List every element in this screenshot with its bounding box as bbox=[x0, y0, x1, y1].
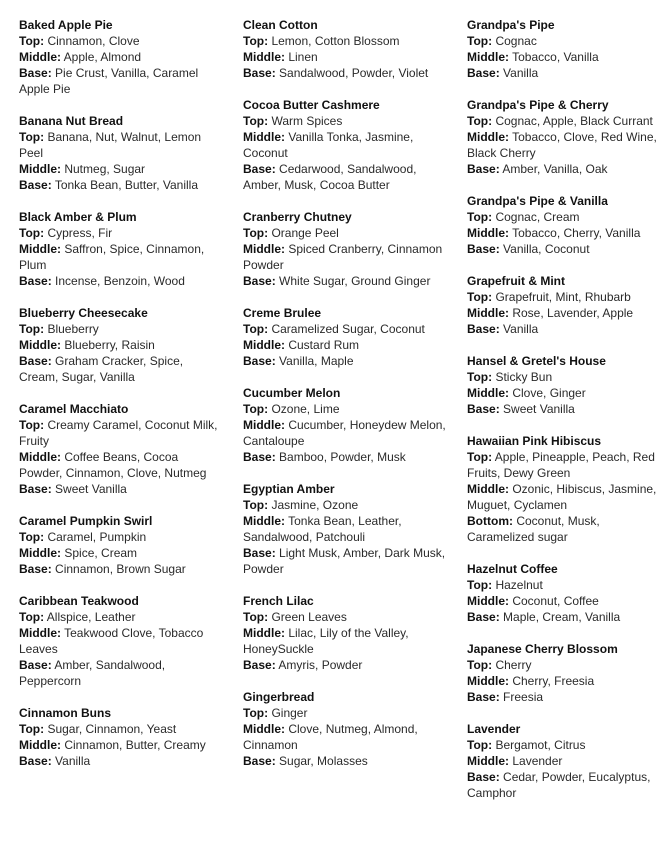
scent-name: Grandpa's Pipe & Cherry bbox=[467, 98, 609, 112]
note-value: Cherry bbox=[495, 658, 532, 672]
note-value: Lilac, Lily of the Valley, HoneySuckle bbox=[243, 626, 409, 656]
note-label: Top: bbox=[19, 418, 45, 432]
scent-column-3 bbox=[467, 17, 657, 817]
scent-note-line bbox=[243, 49, 448, 65]
note-value: Allspice, Leather bbox=[46, 610, 136, 624]
scent-note-line bbox=[243, 225, 448, 241]
scent-note-line bbox=[243, 625, 448, 657]
note-value: Cognac bbox=[495, 34, 537, 48]
scent-entry bbox=[467, 97, 657, 177]
scent-name: Hansel & Gretel's House bbox=[467, 354, 606, 368]
note-value: Bamboo, Powder, Musk bbox=[279, 450, 406, 464]
scent-note-line bbox=[467, 65, 657, 81]
note-value: Pie Crust, Vanilla, Caramel Apple Pie bbox=[19, 66, 199, 96]
note-value: Tonka Bean, Leather, Sandalwood, Patchouli bbox=[243, 514, 402, 544]
note-value: Cedarwood, Sandalwood, Amber, Musk, Cocoa Butter bbox=[243, 162, 417, 192]
scent-note-line bbox=[19, 529, 224, 545]
scent-note-line bbox=[19, 241, 224, 273]
scent-name: Black Amber & Plum bbox=[19, 210, 137, 224]
scent-entry bbox=[467, 193, 657, 257]
scent-entry bbox=[243, 209, 448, 289]
scent-note-line bbox=[243, 321, 448, 337]
scent-name: Grandpa's Pipe & Vanilla bbox=[467, 194, 608, 208]
note-value: Vanilla Tonka, Jasmine, Coconut bbox=[243, 130, 414, 160]
note-value: Vanilla bbox=[503, 322, 539, 336]
note-value: Sticky Bun bbox=[495, 370, 553, 384]
note-value: Graham Cracker, Spice, Cream, Sugar, Vanilla bbox=[19, 354, 184, 384]
note-value: Sweet Vanilla bbox=[55, 482, 127, 496]
note-value: Sugar, Cinnamon, Yeast bbox=[47, 722, 177, 736]
scent-name: Cucumber Melon bbox=[243, 386, 341, 400]
scent-note-line bbox=[19, 449, 224, 481]
note-label: Base: bbox=[19, 354, 52, 368]
note-value: Incense, Benzoin, Wood bbox=[55, 274, 185, 288]
note-value: Sandalwood, Powder, Violet bbox=[279, 66, 429, 80]
note-label: Top: bbox=[243, 226, 269, 240]
scent-name: Egyptian Amber bbox=[243, 482, 335, 496]
scent-note-line bbox=[243, 241, 448, 273]
scent-name: Caribbean Teakwood bbox=[19, 594, 139, 608]
note-label: Base: bbox=[19, 274, 52, 288]
scent-note-line bbox=[243, 401, 448, 417]
scent-entry bbox=[243, 385, 448, 465]
note-label: Middle: bbox=[467, 594, 509, 608]
scent-note-line bbox=[243, 129, 448, 161]
note-label: Middle: bbox=[243, 418, 285, 432]
note-value: Lemon, Cotton Blossom bbox=[271, 34, 400, 48]
scent-entry bbox=[19, 113, 224, 193]
note-label: Middle: bbox=[19, 738, 61, 752]
scent-note-line bbox=[19, 161, 224, 177]
note-label: Top: bbox=[243, 322, 269, 336]
scent-note-line bbox=[467, 753, 657, 769]
scent-name: Hawaiian Pink Hibiscus bbox=[467, 434, 602, 448]
note-value: Cinnamon, Clove bbox=[47, 34, 140, 48]
scent-column-1 bbox=[19, 17, 224, 785]
scent-note-line bbox=[19, 737, 224, 753]
note-value: Bergamot, Citrus bbox=[495, 738, 586, 752]
scent-note-line bbox=[243, 753, 448, 769]
note-label: Base: bbox=[467, 66, 500, 80]
scent-note-line bbox=[19, 657, 224, 689]
note-label: Top: bbox=[467, 738, 493, 752]
note-value: Blueberry bbox=[47, 322, 99, 336]
note-label: Top: bbox=[19, 226, 45, 240]
scent-note-line bbox=[19, 561, 224, 577]
note-value: Orange Peel bbox=[271, 226, 339, 240]
scent-entry bbox=[467, 721, 657, 801]
note-value: Clove, Nutmeg, Almond, Cinnamon bbox=[243, 722, 418, 752]
scent-entry bbox=[19, 593, 224, 689]
note-value: Light Musk, Amber, Dark Musk, Powder bbox=[243, 546, 446, 576]
scent-note-line bbox=[19, 65, 224, 97]
scent-note-line bbox=[467, 161, 657, 177]
note-value: Tobacco, Cherry, Vanilla bbox=[512, 226, 641, 240]
note-label: Top: bbox=[243, 498, 269, 512]
note-label: Base: bbox=[467, 690, 500, 704]
scent-entry bbox=[243, 481, 448, 577]
note-value: Freesia bbox=[503, 690, 544, 704]
scent-name: Grandpa's Pipe bbox=[467, 18, 555, 32]
scent-note-line bbox=[467, 385, 657, 401]
scent-note-line bbox=[467, 657, 657, 673]
note-label: Base: bbox=[19, 178, 52, 192]
scent-entry bbox=[19, 305, 224, 385]
note-value: Apple, Pineapple, Peach, Red Fruits, Dewy Green bbox=[467, 450, 655, 480]
note-label: Middle: bbox=[243, 626, 285, 640]
note-label: Middle: bbox=[19, 626, 61, 640]
scent-note-line bbox=[19, 545, 224, 561]
note-value: Creamy Caramel, Coconut Milk, Fruity bbox=[19, 418, 218, 448]
note-value: Banana, Nut, Walnut, Lemon Peel bbox=[19, 130, 202, 160]
scent-note-line bbox=[19, 337, 224, 353]
note-value: Coconut, Musk, Caramelized sugar bbox=[467, 514, 600, 544]
scent-note-line bbox=[467, 481, 657, 513]
note-value: Spice, Cream bbox=[64, 546, 138, 560]
scent-note-line bbox=[467, 673, 657, 689]
note-label: Top: bbox=[467, 450, 493, 464]
scent-entry bbox=[243, 97, 448, 193]
scent-note-line bbox=[467, 593, 657, 609]
note-value: Grapefruit, Mint, Rhubarb bbox=[495, 290, 631, 304]
scent-name: Baked Apple Pie bbox=[19, 18, 113, 32]
scent-note-line bbox=[19, 625, 224, 657]
scent-name: Banana Nut Bread bbox=[19, 114, 124, 128]
scent-name: French Lilac bbox=[243, 594, 314, 608]
note-label: Top: bbox=[19, 34, 45, 48]
note-label: Middle: bbox=[467, 482, 509, 496]
note-label: Middle: bbox=[243, 338, 285, 352]
note-label: Base: bbox=[467, 322, 500, 336]
scent-entry bbox=[243, 17, 448, 81]
scent-name: Creme Brulee bbox=[243, 306, 322, 320]
scent-note-line bbox=[467, 113, 657, 129]
scent-note-line bbox=[243, 513, 448, 545]
note-label: Top: bbox=[243, 706, 269, 720]
scent-note-line bbox=[467, 209, 657, 225]
note-label: Top: bbox=[467, 658, 493, 672]
note-value: Caramel, Pumpkin bbox=[47, 530, 147, 544]
scent-name: Clean Cotton bbox=[243, 18, 318, 32]
note-value: Vanilla bbox=[503, 66, 539, 80]
note-value: Amyris, Powder bbox=[278, 658, 363, 672]
note-label: Top: bbox=[467, 290, 493, 304]
scent-name: Cocoa Butter Cashmere bbox=[243, 98, 380, 112]
scent-note-line bbox=[19, 177, 224, 193]
scent-entry bbox=[467, 17, 657, 81]
scent-note-line bbox=[467, 369, 657, 385]
scent-note-line bbox=[19, 753, 224, 769]
note-value: Vanilla, Maple bbox=[279, 354, 354, 368]
note-label: Middle: bbox=[467, 306, 509, 320]
note-value: Coffee Beans, Cocoa Powder, Cinnamon, Clove, Nutmeg bbox=[19, 450, 207, 480]
scent-note-line bbox=[467, 689, 657, 705]
scent-entry bbox=[243, 305, 448, 369]
note-label: Base: bbox=[467, 770, 500, 784]
note-label: Base: bbox=[19, 754, 52, 768]
scent-name: Japanese Cherry Blossom bbox=[467, 642, 618, 656]
scent-name: Cranberry Chutney bbox=[243, 210, 352, 224]
scent-entry bbox=[19, 705, 224, 769]
note-value: Jasmine, Ozone bbox=[271, 498, 359, 512]
note-value: Blueberry, Raisin bbox=[64, 338, 155, 352]
note-label: Top: bbox=[19, 130, 45, 144]
scent-entry bbox=[467, 641, 657, 705]
scent-entry bbox=[467, 561, 657, 625]
scent-note-line bbox=[243, 65, 448, 81]
scent-note-line bbox=[243, 33, 448, 49]
scent-name: Blueberry Cheesecake bbox=[19, 306, 148, 320]
scent-note-line bbox=[467, 769, 657, 801]
note-value: Ozonic, Hibiscus, Jasmine, Muguet, Cyclamen bbox=[467, 482, 657, 512]
scent-name: Hazelnut Coffee bbox=[467, 562, 558, 576]
note-value: Ginger bbox=[271, 706, 308, 720]
note-label: Middle: bbox=[467, 50, 509, 64]
scent-entry bbox=[467, 353, 657, 417]
note-label: Middle: bbox=[467, 386, 509, 400]
note-label: Base: bbox=[243, 450, 276, 464]
note-label: Bottom: bbox=[467, 514, 513, 528]
note-label: Middle: bbox=[19, 338, 61, 352]
note-label: Top: bbox=[19, 322, 45, 336]
note-label: Top: bbox=[467, 34, 493, 48]
note-label: Base: bbox=[243, 754, 276, 768]
scent-column-2 bbox=[243, 17, 448, 785]
note-label: Base: bbox=[467, 402, 500, 416]
scent-note-line bbox=[19, 49, 224, 65]
scent-entry bbox=[243, 689, 448, 769]
note-label: Top: bbox=[467, 370, 493, 384]
scent-note-line bbox=[243, 497, 448, 513]
note-value: Coconut, Coffee bbox=[512, 594, 599, 608]
note-label: Base: bbox=[467, 610, 500, 624]
note-label: Base: bbox=[243, 658, 276, 672]
note-value: Maple, Cream, Vanilla bbox=[503, 610, 621, 624]
scent-note-line bbox=[19, 273, 224, 289]
note-label: Middle: bbox=[19, 242, 61, 256]
note-value: Amber, Vanilla, Oak bbox=[502, 162, 608, 176]
note-label: Base: bbox=[467, 242, 500, 256]
note-value: Cedar, Powder, Eucalyptus, Camphor bbox=[467, 770, 651, 800]
note-value: Tobacco, Vanilla bbox=[512, 50, 599, 64]
note-label: Base: bbox=[19, 482, 52, 496]
note-value: Sugar, Molasses bbox=[279, 754, 368, 768]
note-label: Base: bbox=[19, 562, 52, 576]
note-label: Top: bbox=[243, 34, 269, 48]
scent-note-line bbox=[243, 417, 448, 449]
note-value: Spiced Cranberry, Cinnamon Powder bbox=[243, 242, 443, 272]
note-label: Base: bbox=[243, 546, 276, 560]
note-label: Middle: bbox=[243, 514, 285, 528]
note-label: Middle: bbox=[467, 754, 509, 768]
scent-note-line bbox=[467, 241, 657, 257]
note-value: Linen bbox=[288, 50, 318, 64]
scent-note-line bbox=[243, 353, 448, 369]
scent-note-line bbox=[19, 353, 224, 385]
note-label: Middle: bbox=[243, 722, 285, 736]
scent-note-line bbox=[243, 337, 448, 353]
scent-name: Caramel Pumpkin Swirl bbox=[19, 514, 153, 528]
note-label: Top: bbox=[467, 114, 493, 128]
note-value: Vanilla bbox=[55, 754, 91, 768]
scent-note-line bbox=[467, 449, 657, 481]
note-label: Middle: bbox=[467, 130, 509, 144]
note-value: Cinnamon, Brown Sugar bbox=[55, 562, 186, 576]
scent-note-line bbox=[467, 33, 657, 49]
note-value: Cypress, Fir bbox=[47, 226, 113, 240]
scent-name: Gingerbread bbox=[243, 690, 315, 704]
scent-note-line bbox=[467, 305, 657, 321]
note-label: Middle: bbox=[467, 674, 509, 688]
scent-entry bbox=[19, 513, 224, 577]
scent-name: Grapefruit & Mint bbox=[467, 274, 565, 288]
note-value: Cherry, Freesia bbox=[512, 674, 595, 688]
scent-note-line bbox=[243, 545, 448, 577]
scent-note-line bbox=[243, 657, 448, 673]
scent-note-line bbox=[243, 161, 448, 193]
note-label: Middle: bbox=[243, 130, 285, 144]
note-label: Base: bbox=[243, 354, 276, 368]
note-value: Warm Spices bbox=[271, 114, 343, 128]
note-value: White Sugar, Ground Ginger bbox=[279, 274, 431, 288]
note-value: Cognac, Apple, Black Currant bbox=[495, 114, 653, 128]
scent-note-line bbox=[243, 705, 448, 721]
scent-note-line bbox=[243, 273, 448, 289]
note-label: Middle: bbox=[243, 50, 285, 64]
scent-entry bbox=[467, 273, 657, 337]
note-label: Middle: bbox=[243, 242, 285, 256]
note-label: Base: bbox=[19, 658, 52, 672]
scent-note-line bbox=[19, 225, 224, 241]
note-label: Base: bbox=[243, 66, 276, 80]
scent-note-line bbox=[19, 321, 224, 337]
note-value: Cognac, Cream bbox=[495, 210, 580, 224]
scent-note-line bbox=[467, 321, 657, 337]
note-label: Middle: bbox=[467, 226, 509, 240]
scent-note-line bbox=[467, 289, 657, 305]
scent-note-line bbox=[243, 449, 448, 465]
scent-entry bbox=[467, 433, 657, 545]
scent-note-line bbox=[19, 33, 224, 49]
note-label: Top: bbox=[467, 210, 493, 224]
scent-note-line bbox=[19, 129, 224, 161]
note-value: Nutmeg, Sugar bbox=[64, 162, 146, 176]
scent-note-line bbox=[19, 481, 224, 497]
scent-name: Caramel Macchiato bbox=[19, 402, 129, 416]
note-label: Base: bbox=[243, 274, 276, 288]
scent-note-line bbox=[19, 609, 224, 625]
note-value: Vanilla, Coconut bbox=[503, 242, 590, 256]
note-label: Top: bbox=[467, 578, 493, 592]
note-label: Top: bbox=[19, 530, 45, 544]
note-label: Base: bbox=[19, 66, 52, 80]
scent-entry bbox=[243, 593, 448, 673]
note-value: Clove, Ginger bbox=[512, 386, 586, 400]
note-label: Base: bbox=[243, 162, 276, 176]
scent-entry bbox=[19, 209, 224, 289]
note-value: Ozone, Lime bbox=[271, 402, 340, 416]
scent-note-line bbox=[467, 129, 657, 161]
scent-note-line bbox=[243, 609, 448, 625]
scent-note-line bbox=[467, 737, 657, 753]
scent-note-line bbox=[243, 721, 448, 753]
note-label: Middle: bbox=[19, 50, 61, 64]
note-value: Rose, Lavender, Apple bbox=[512, 306, 634, 320]
scent-note-line bbox=[467, 49, 657, 65]
note-value: Tonka Bean, Butter, Vanilla bbox=[54, 178, 199, 192]
note-label: Top: bbox=[243, 610, 269, 624]
note-label: Middle: bbox=[19, 450, 61, 464]
note-label: Top: bbox=[243, 402, 269, 416]
note-value: Caramelized Sugar, Coconut bbox=[271, 322, 425, 336]
note-value: Saffron, Spice, Cinnamon, Plum bbox=[19, 242, 205, 272]
scent-note-line bbox=[243, 113, 448, 129]
scent-note-line bbox=[19, 417, 224, 449]
note-value: Sweet Vanilla bbox=[503, 402, 575, 416]
note-label: Top: bbox=[243, 114, 269, 128]
scent-name: Cinnamon Buns bbox=[19, 706, 111, 720]
note-label: Middle: bbox=[19, 162, 61, 176]
scent-note-line bbox=[467, 401, 657, 417]
note-value: Amber, Sandalwood, Peppercorn bbox=[19, 658, 166, 688]
scent-name: Lavender bbox=[467, 722, 521, 736]
scent-note-line bbox=[467, 225, 657, 241]
note-value: Green Leaves bbox=[271, 610, 347, 624]
scent-note-line bbox=[467, 609, 657, 625]
note-label: Base: bbox=[467, 162, 500, 176]
note-label: Top: bbox=[19, 610, 45, 624]
scent-note-line bbox=[467, 513, 657, 545]
note-value: Cinnamon, Butter, Creamy bbox=[64, 738, 206, 752]
note-label: Middle: bbox=[19, 546, 61, 560]
scent-entry bbox=[19, 401, 224, 497]
note-value: Hazelnut bbox=[495, 578, 543, 592]
note-value: Custard Rum bbox=[288, 338, 360, 352]
note-value: Apple, Almond bbox=[63, 50, 142, 64]
note-label: Top: bbox=[19, 722, 45, 736]
scent-entry bbox=[19, 17, 224, 97]
scent-note-line bbox=[467, 577, 657, 593]
note-value: Cucumber, Honeydew Melon, Cantaloupe bbox=[243, 418, 446, 448]
note-value: Lavender bbox=[512, 754, 563, 768]
note-value: Tobacco, Clove, Red Wine, Black Cherry bbox=[467, 130, 657, 160]
scent-note-line bbox=[19, 721, 224, 737]
note-value: Teakwood Clove, Tobacco Leaves bbox=[19, 626, 204, 656]
